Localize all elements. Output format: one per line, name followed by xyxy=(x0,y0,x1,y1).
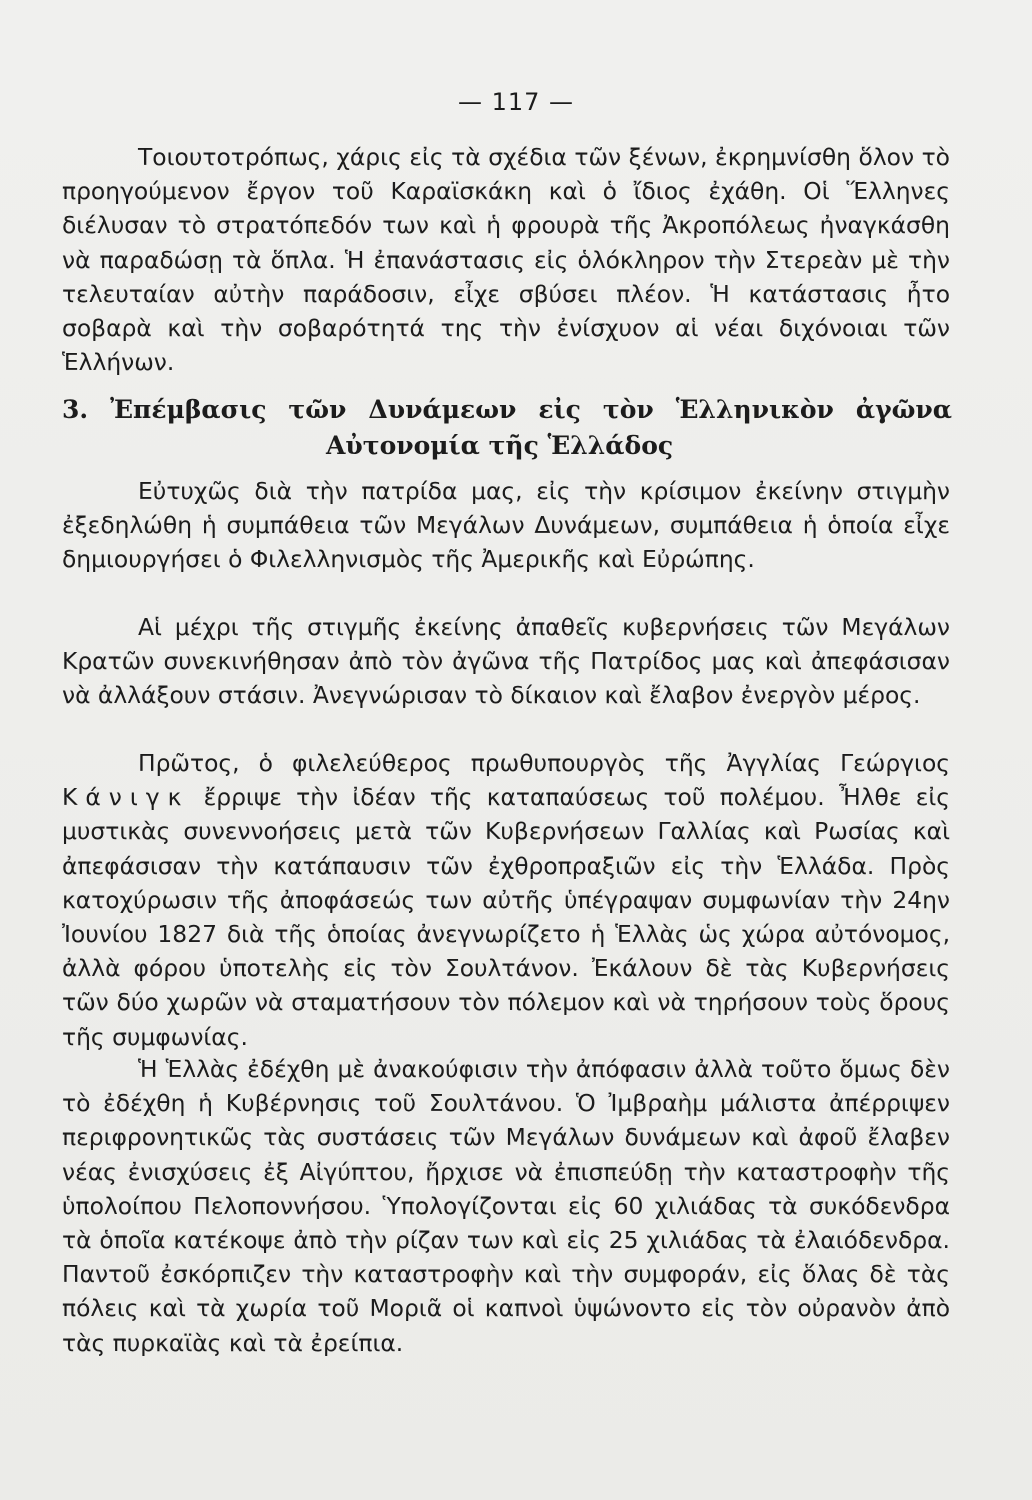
page-number: — 117 — xyxy=(457,88,575,116)
paragraph-4-rest: ἔρριψε τὴν ἰδέαν τῆς καταπαύσεως τοῦ πολέμου. Ἦλθε εἰς μυστικὰς συνεννοήσεις μετὰ τῶν Κυβερνήσεων Γαλλίας καὶ Ρωσίας καὶ ἀπεφάσισαν τὴν κατάπαυσιν τῶν ἐχθροπραξιῶν εἰς τὴν Ἑλλάδα. Πρὸς κατοχύρωσιν τῆς ἀποφάσεώς των αὐτῆς ὑπέγραψαν συμφωνίαν τὴν 24ην Ἰουνίου 1827 διὰ τῆς ὁποίας ἀνεγνωρίζετο ἡ Ἑλλὰς ὡς χώρα αὐτόνομος, ἀλλὰ φόρου ὑποτελὴς εἰς τὸν Σουλτάνον. Ἐκάλουν δὲ τὰς Κυβερνήσεις τῶν δύο χωρῶν νὰ σταματήσουν τὸν πόλεμον καὶ νὰ τηρήσουν τοὺς ὅρους τῆς συμφωνίας. xyxy=(62,783,950,1051)
paragraph-1: Τοιουτοτρόπως, χάρις εἰς τὰ σχέδια τῶν ξένων, ἐκρημνίσθη ὅλον τὸ προηγούμενον ἔργον τοῦ Καραϊσκάκη καὶ ὁ ἴδιος ἐχάθη. Οἱ Ἕλληνες διέλυσαν τὸ στρατόπεδόν των καὶ ἡ φρουρὰ τῆς Ἀκροπόλεως ἠναγκάσθη νὰ παραδώσῃ τὰ ὅπλα. Ἡ ἐπανάστασις εἰς ὁλόκληρον τὴν Στερεὰν μὲ τὴν τελευταίαν αὐτὴν παράδοσιν, εἶχε σβύσει πλέον. Ἡ κατάστασις ἦτο σοβαρὰ καὶ τὴν σοβαρότητά της τὴν ἐνίσχυον αἱ νέαι διχόνοιαι τῶν Ἑλλήνων. xyxy=(62,143,950,377)
paragraph-5: Ἡ Ἑλλὰς ἐδέχθη μὲ ἀνακούφισιν τὴν ἀπόφασιν ἀλλὰ τοῦτο ὅμως δὲν τὸ ἐδέχθη ἡ Κυβέρνησις τοῦ Σουλτάνου. Ὁ Ἰμβραὴμ μάλιστα ἀπέρριψεν περιφρονητικῶς τὰς συστάσεις τῶν Μεγάλων δυνάμεων καὶ ἀφοῦ ἔλαβεν νέας ἐνισχύσεις ἐξ Αἰγύπτου, ἤρχισε νὰ ἐπισπεύδῃ τὴν καταστροφὴν τῆς ὑπολοίπου Πελοποννήσου. Ὑπολογίζονται εἰς 60 χιλιάδας τὰ συκόδενδρα τὰ ὁποῖα κατέκοψε ἀπὸ τὴν ρίζαν των καὶ εἰς 25 χιλιάδας τὰ ἐλαιόδενδρα. Παντοῦ ἐσκόρπιζεν τὴν καταστροφὴν καὶ τὴν συμφοράν, εἰς ὅλας δὲ τὰς πόλεις καὶ τὰ χωρία τοῦ Μοριᾶ οἱ καπνοὶ ὑψώνοντο εἰς τὸν οὐρανὸν ἀπὸ τὰς πυρκαϊὰς καὶ τὰ ἐρείπια. xyxy=(62,1055,950,1357)
paragraph-4 xyxy=(62,746,950,1054)
paragraph-4-start: Πρῶτος, ὁ φιλελεύθερος πρωθυπουργὸς τῆς Ἀγγλίας Γεώργιος xyxy=(138,749,950,777)
paragraph-2: Εὐτυχῶς διὰ τὴν πατρίδα μας, εἰς τὴν κρίσιμον ἐκείνην στιγμὴν ἐξεδηλώθη ἡ συμπάθεια τῶν Μεγάλων Δυνάμεων, συμπάθεια ἡ ὁποία εἶχε δημιουργήσει ὁ Φιλελληνισμὸς τῆς Ἀμερικῆς καὶ Εὐρώπης. xyxy=(62,477,950,574)
canning-name: Κάνιγκ xyxy=(62,783,190,812)
section-heading-line-2: Αὐτονομία τῆς Ἑλλάδος xyxy=(326,431,674,460)
section-heading-line-1: 3. Ἐπέμβασις τῶν Δυνάμεων εἰς τὸν Ἑλληνικὸν ἀγῶνα xyxy=(62,395,952,424)
section-heading xyxy=(62,392,952,464)
paragraph-3: Αἱ μέχρι τῆς στιγμῆς ἐκείνης ἀπαθεῖς κυβερνήσεις τῶν Μεγάλων Κρατῶν συνεκινήθησαν ἀπὸ τὸν ἀγῶνα τῆς Πατρίδος μας καὶ ἀπεφάσισαν νὰ ἀλλάξουν στάσιν. Ἀνεγνώρισαν τὸ δίκαιον καὶ ἔλαβον ἐνεργὸν μέρος. xyxy=(62,613,950,710)
